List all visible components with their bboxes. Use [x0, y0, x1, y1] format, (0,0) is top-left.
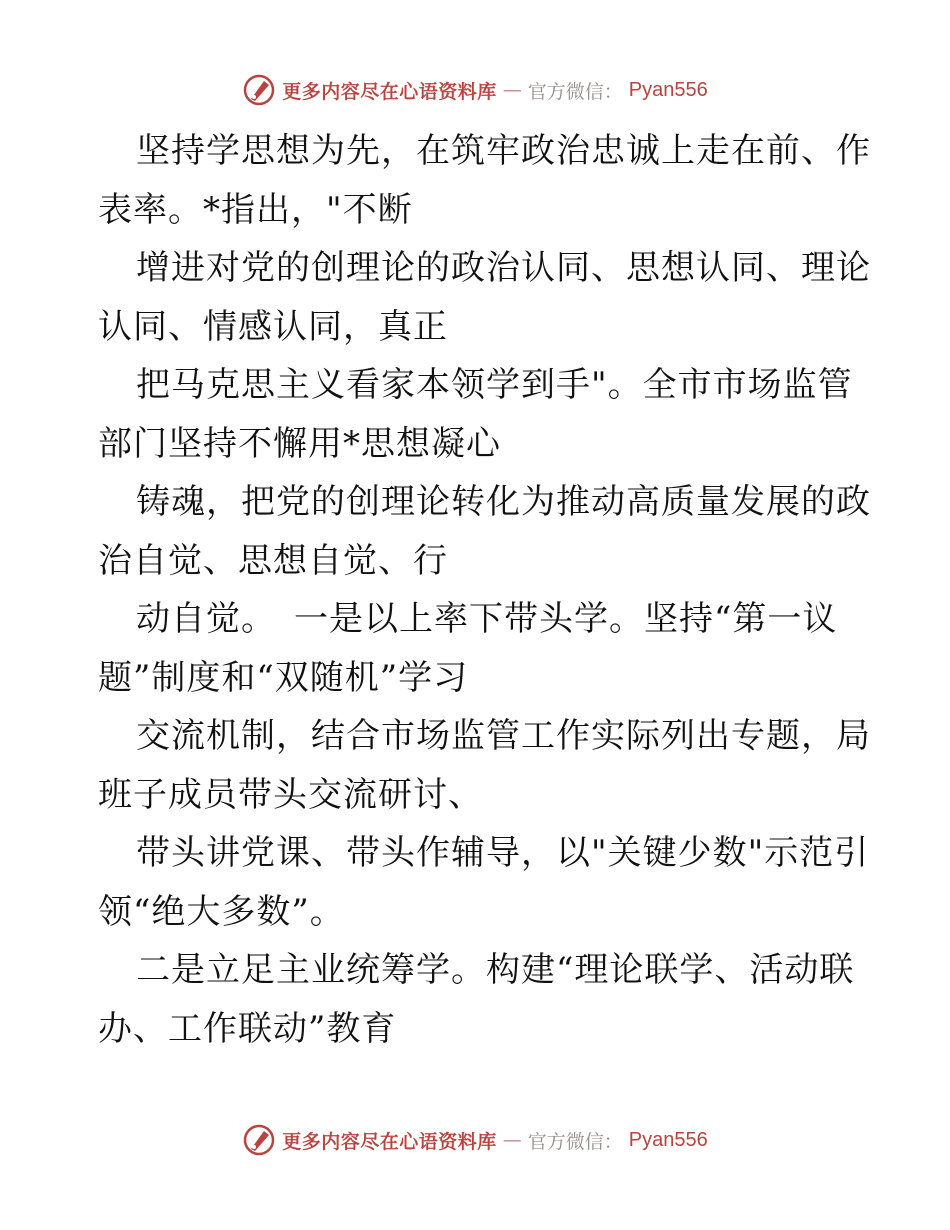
banner-wechat-label: 官方微信： [527, 80, 623, 103]
body-line: 增进对党的创理论的政治认同、思想认同、理论 [136, 248, 871, 288]
banner-wechat-label: 官方微信： [527, 1130, 623, 1153]
body-line: 办、工作联动”教育 [98, 1008, 397, 1049]
banner-wechat-id: Pyan556 [628, 78, 708, 101]
body-line: 治自觉、思想自觉、行 [98, 540, 448, 581]
pen-nib-logo-icon [242, 73, 276, 107]
banner-wechat-id: Pyan556 [628, 1128, 708, 1151]
banner-separator: — [502, 1129, 522, 1151]
header-banner [0, 70, 950, 110]
banner-title: 更多内容尽在心语资料库 [282, 1130, 497, 1153]
footer-banner [0, 1120, 950, 1160]
banner-separator: — [502, 79, 522, 101]
banner-title: 更多内容尽在心语资料库 [282, 80, 497, 103]
pen-nib-logo-icon [242, 1123, 276, 1157]
document-body [98, 122, 871, 1058]
body-line: 认同、情感认同，真正 [98, 306, 448, 347]
body-line: 领“绝大多数”。 [98, 891, 345, 932]
body-line: 班子成员带头交流研讨、 [98, 774, 483, 815]
body-line: 铸魂，把党的创理论转化为推动高质量发展的政 [136, 482, 871, 522]
body-line: 部门坚持不懈用*思想凝心 [98, 423, 501, 464]
body-line: 交流机制，结合市场监管工作实际列出专题，局 [136, 716, 871, 756]
body-line: 坚持学思想为先，在筑牢政治忠诚上走在前、作 [136, 131, 871, 171]
body-line: 把马克思主义看家本领学到手"。全市市场监管 [136, 365, 853, 405]
body-line: 表率。*指出，"不断 [98, 189, 413, 230]
body-line: 带头讲党课、带头作辅导，以"关键少数"示范引 [136, 833, 870, 873]
body-line: 题”制度和“双随机”学习 [98, 657, 469, 698]
body-line: 二是立足主业统筹学。构建“理论联学、活动联 [136, 950, 855, 990]
body-line: 动自觉。 一是以上率下带头学。坚持“第一议 [136, 599, 838, 639]
